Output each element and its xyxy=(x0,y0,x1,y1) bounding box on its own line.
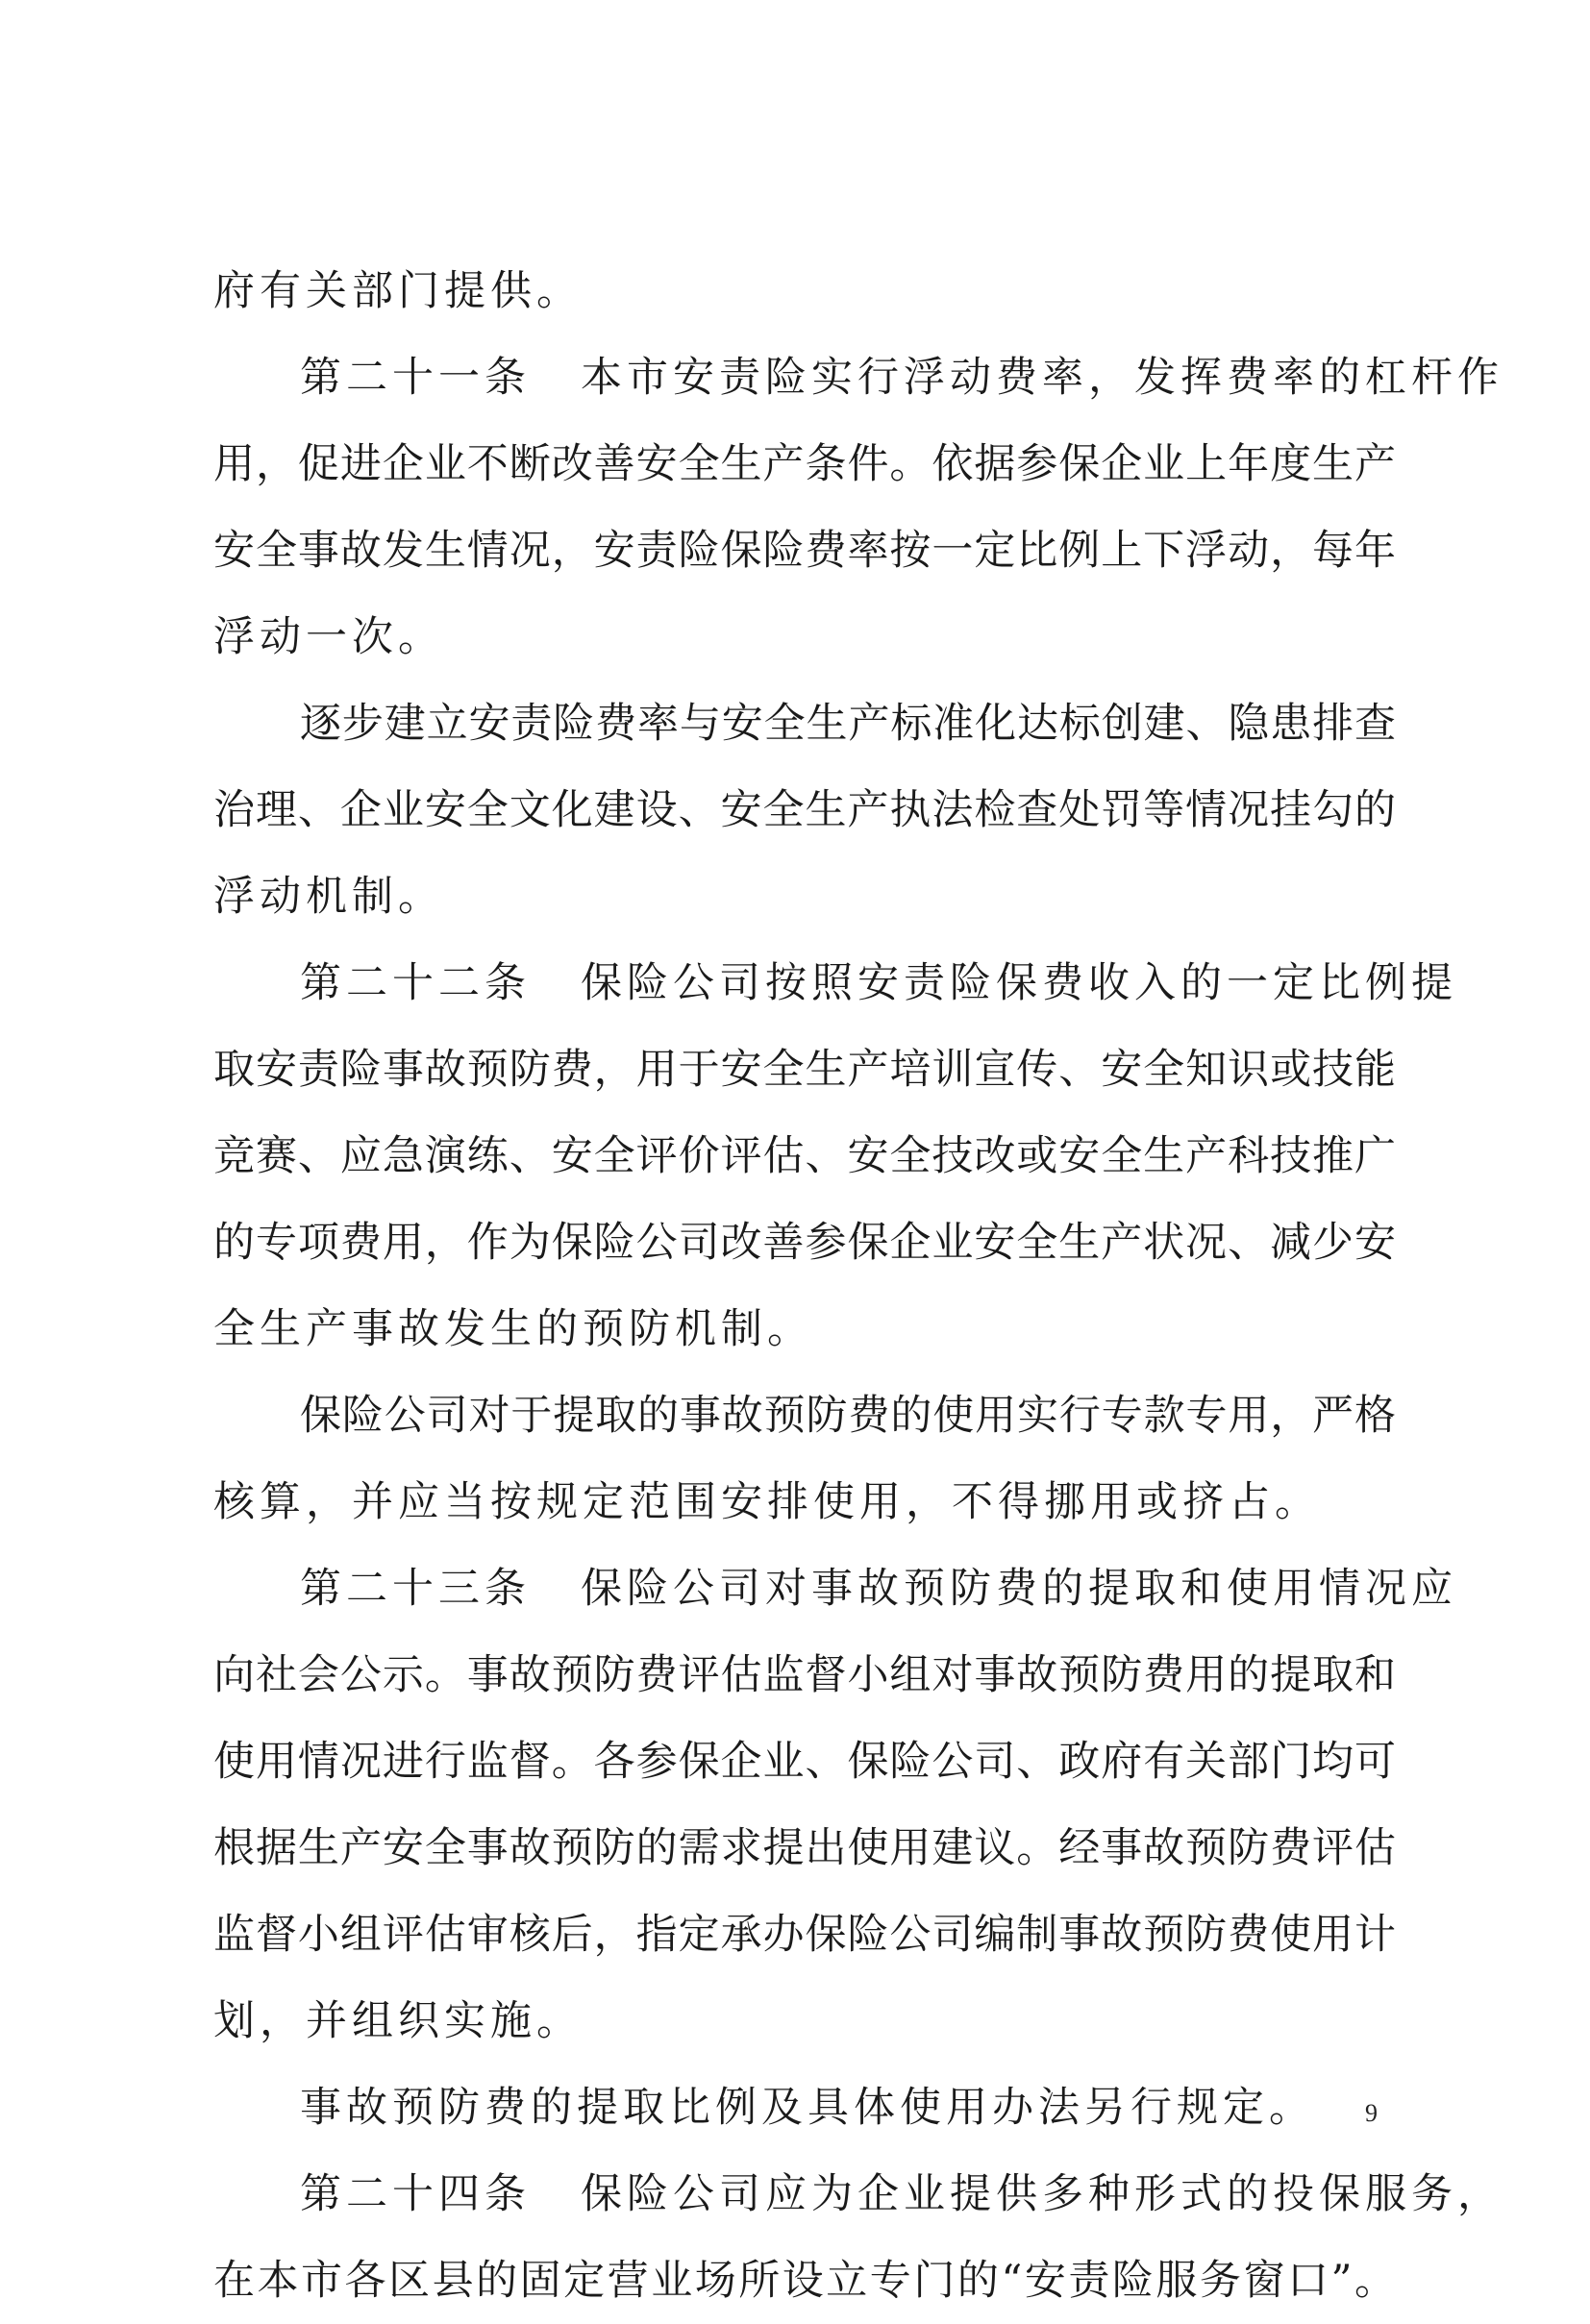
text-line: 使用情况进行监督。各参保企业、保险公司、政府有关部门均可 xyxy=(213,1738,1396,1786)
text-line: 在本市各区县的固定营业场所设立专门的“安责险服务窗口”。 xyxy=(213,2257,1396,2305)
text-line: 的专项费用，作为保险公司改善参保企业安全生产状况、减少安 xyxy=(213,1219,1396,1267)
text-line: 事故预防费的提取比例及具体使用办法另行规定。 xyxy=(300,2084,1315,2132)
text-line: 取安责险事故预防费，用于安全生产培训宣传、安全知识或技能 xyxy=(213,1046,1396,1094)
text-line: 全生产事故发生的预防机制。 xyxy=(213,1305,813,1353)
text-line: 浮动一次。 xyxy=(213,613,444,661)
article-number: 第二十二条 xyxy=(300,959,531,1007)
text-line: 治理、企业安全文化建设、安全生产执法检查处罚等情况挂勾的 xyxy=(213,786,1396,834)
article-number: 第二十一条 xyxy=(300,354,531,402)
article-heading-line xyxy=(213,2151,1503,2237)
text-line: 保险公司应为企业提供多种形式的投保服务， xyxy=(581,2170,1503,2218)
text-line: 根据生产安全事故预防的需求提出使用建议。经事故预防费评估 xyxy=(213,1824,1396,1872)
article-number: 第二十四条 xyxy=(300,2170,531,2218)
text-line: 保险公司对于提取的事故预防费的使用实行专款专用，严格 xyxy=(300,1392,1396,1440)
article-heading-line xyxy=(213,334,1503,421)
text-line: 本市安责险实行浮动费率，发挥费率的杠杆作 xyxy=(581,354,1503,402)
text-line: 保险公司按照安责险保费收入的一定比例提 xyxy=(581,959,1457,1007)
text-line: 划，并组织实施。 xyxy=(213,1997,583,2045)
text-line: 核算，并应当按规定范围安排使用，不得挪用或挤占。 xyxy=(213,1478,1321,1526)
article-number: 第二十三条 xyxy=(300,1565,531,1613)
text-line: 用，促进企业不断改善安全生产条件。依据参保企业上年度生产 xyxy=(213,440,1396,488)
text-line: 逐步建立安责险费率与安全生产标准化达标创建、隐患排查 xyxy=(300,700,1396,748)
text-line: 安全事故发生情况，安责险保险费率按一定比例上下浮动，每年 xyxy=(213,527,1396,575)
text-line: 府有关部门提供。 xyxy=(213,267,583,315)
article-heading-line xyxy=(213,1545,1457,1632)
text-line: 浮动机制。 xyxy=(213,873,444,921)
text-line: 监督小组评估审核后，指定承办保险公司编制事故预防费使用计 xyxy=(213,1911,1396,1959)
text-line: 保险公司对事故预防费的提取和使用情况应 xyxy=(581,1565,1457,1613)
text-line: 竞赛、应急演练、安全评价评估、安全技改或安全生产科技推广 xyxy=(213,1132,1396,1180)
document-body xyxy=(213,248,1503,2324)
text-line: 向社会公示。事故预防费评估监督小组对事故预防费用的提取和 xyxy=(213,1651,1396,1699)
page-number: 9 xyxy=(1365,2099,1378,2127)
article-heading-line xyxy=(213,940,1457,1026)
